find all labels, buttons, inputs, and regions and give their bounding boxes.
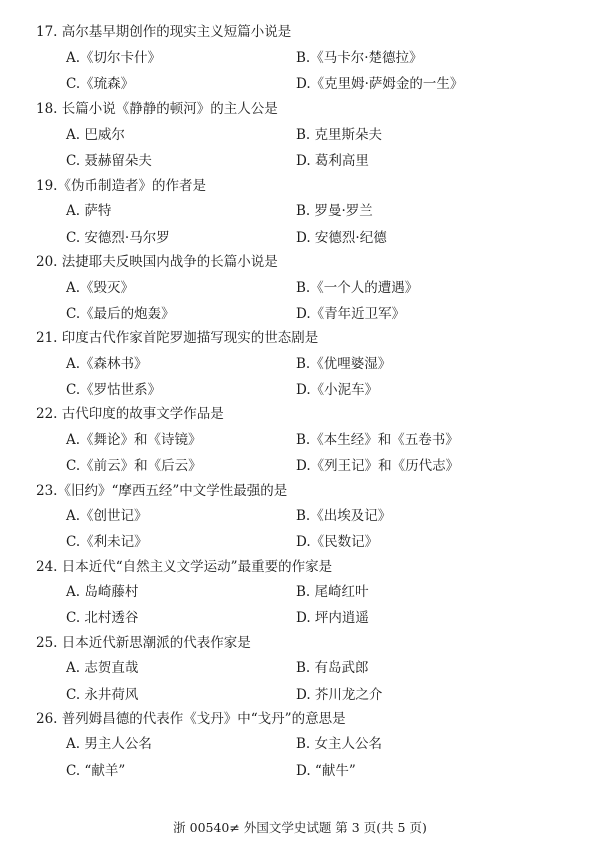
question-stem: 17. 高尔基早期创作的现实主义短篇小说是 (36, 24, 292, 40)
question-stem: 26. 普列姆昌德的代表作《戈丹》中“戈丹”的意思是 (36, 711, 346, 727)
option-b: B. 尾崎红叶 (296, 584, 369, 600)
option-c: C. 聂赫留朵夫 (66, 153, 152, 169)
option-a: A.《舞论》和《诗镜》 (66, 432, 202, 448)
option-d: D. 葛利高里 (296, 153, 369, 169)
option-a: A.《毁灭》 (66, 280, 135, 296)
option-d: D.《克里姆·萨姆金的一生》 (296, 76, 464, 92)
option-c: C.《琉森》 (66, 76, 135, 92)
question-stem: 21. 印度古代作家首陀罗迦描写现实的世态剧是 (36, 330, 319, 346)
option-a: A. 巴威尔 (66, 127, 125, 143)
option-d: D.《青年近卫军》 (296, 306, 406, 322)
option-a: A. 萨特 (66, 203, 112, 219)
option-b: B.《一个人的遭遇》 (296, 280, 419, 296)
option-b: B.《本生经》和《五卷书》 (296, 432, 459, 448)
option-a: A.《创世记》 (66, 508, 148, 524)
option-b: B.《马卡尔·楚德拉》 (296, 50, 423, 66)
question-stem: 20. 法捷耶夫反映国内战争的长篇小说是 (36, 254, 278, 270)
option-a: A.《切尔卡什》 (66, 50, 162, 66)
option-b: B. 罗曼·罗兰 (296, 203, 373, 219)
option-a: A.《森林书》 (66, 356, 148, 372)
option-b: B.《出埃及记》 (296, 508, 392, 524)
option-d: D.《列王记》和《历代志》 (296, 458, 460, 474)
question-stem: 22. 古代印度的故事文学作品是 (36, 406, 224, 422)
option-d: D.《民数记》 (296, 534, 379, 550)
option-d: D. 安德烈·纪德 (296, 230, 387, 246)
option-a: A. 志贺直哉 (66, 660, 139, 676)
option-a: A. 男主人公名 (66, 736, 152, 752)
option-c: C.《利未记》 (66, 534, 148, 550)
option-b: B.《优哩婆湿》 (296, 356, 392, 372)
option-d: D. 芥川龙之介 (296, 687, 383, 703)
question-stem: 24. 日本近代“自然主义文学运动”最重要的作家是 (36, 559, 333, 575)
option-d: D. 坪内逍遥 (296, 610, 369, 626)
option-c: C.《前云》和《后云》 (66, 458, 202, 474)
question-stem: 23.《旧约》“摩西五经”中文学性最强的是 (36, 483, 288, 499)
option-c: C.《最后的炮轰》 (66, 306, 175, 322)
option-c: C.《罗怙世系》 (66, 382, 162, 398)
option-d: D. “献牛” (296, 763, 356, 779)
question-stem: 19.《伪币制造者》的作者是 (36, 178, 206, 194)
option-c: C. 安德烈·马尔罗 (66, 230, 170, 246)
option-d: D.《小泥车》 (296, 382, 379, 398)
question-stem: 18. 长篇小说《静静的顿河》的主人公是 (36, 101, 278, 117)
option-a: A. 岛崎藤村 (66, 584, 139, 600)
option-b: B. 女主人公名 (296, 736, 383, 752)
option-b: B. 克里斯朵夫 (296, 127, 383, 143)
option-c: C. “献羊” (66, 763, 126, 779)
page-footer: 浙 00540≠ 外国文学史试题 第 3 页(共 5 页) (173, 820, 427, 835)
option-c: C. 永井荷风 (66, 687, 139, 703)
option-c: C. 北村透谷 (66, 610, 139, 626)
question-stem: 25. 日本近代新思潮派的代表作家是 (36, 635, 251, 651)
option-b: B. 有岛武郎 (296, 660, 369, 676)
